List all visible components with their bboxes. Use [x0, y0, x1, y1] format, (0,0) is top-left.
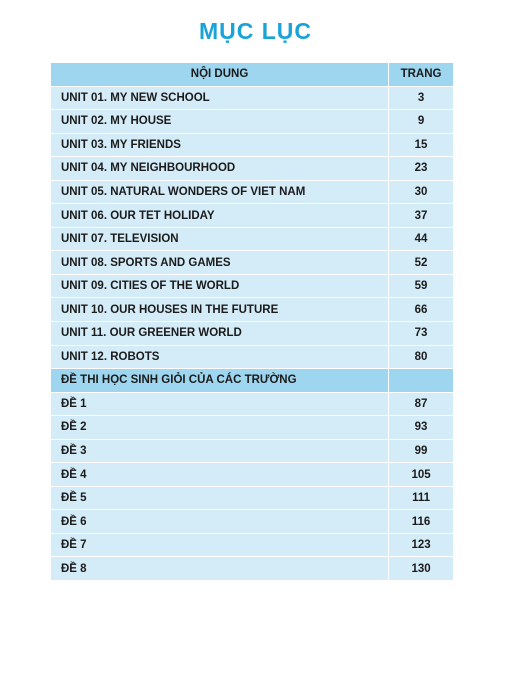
row-page: 111 [389, 486, 454, 510]
row-page: 66 [389, 298, 454, 322]
row-page: 130 [389, 557, 454, 581]
row-content: UNIT 07. TELEVISION [51, 227, 389, 251]
table-row [51, 157, 454, 181]
row-page: 37 [389, 204, 454, 228]
row-page: 15 [389, 133, 454, 157]
table-row [51, 110, 454, 134]
table-header-row [51, 63, 454, 87]
row-page: 123 [389, 533, 454, 557]
row-content: UNIT 04. MY NEIGHBOURHOOD [51, 157, 389, 181]
row-page: 52 [389, 251, 454, 275]
table-row [51, 439, 454, 463]
row-content: ĐỀ 2 [51, 416, 389, 440]
row-content: UNIT 08. SPORTS AND GAMES [51, 251, 389, 275]
row-page: 105 [389, 463, 454, 487]
row-content: UNIT 01. MY NEW SCHOOL [51, 86, 389, 110]
row-content: UNIT 11. OUR GREENER WORLD [51, 322, 389, 346]
row-content: ĐỀ 6 [51, 510, 389, 534]
section-title: ĐỀ THI HỌC SINH GIỎI CỦA CÁC TRƯỜNG [51, 369, 389, 393]
row-content: ĐỀ 3 [51, 439, 389, 463]
table-row [51, 274, 454, 298]
table-of-contents [50, 62, 454, 581]
row-content: ĐỀ 1 [51, 392, 389, 416]
row-page: 3 [389, 86, 454, 110]
row-page: 73 [389, 322, 454, 346]
row-content: ĐỀ 7 [51, 533, 389, 557]
row-content: UNIT 09. CITIES OF THE WORLD [51, 274, 389, 298]
table-row [51, 533, 454, 557]
row-page: 9 [389, 110, 454, 134]
table-row [51, 86, 454, 110]
row-content: UNIT 10. OUR HOUSES IN THE FUTURE [51, 298, 389, 322]
table-row [51, 180, 454, 204]
row-page: 59 [389, 274, 454, 298]
table-row [51, 486, 454, 510]
row-page: 30 [389, 180, 454, 204]
table-row [51, 204, 454, 228]
row-page: 87 [389, 392, 454, 416]
section-page [389, 369, 454, 393]
row-page: 93 [389, 416, 454, 440]
row-page: 116 [389, 510, 454, 534]
row-content: UNIT 05. NATURAL WONDERS OF VIET NAM [51, 180, 389, 204]
table-row [51, 322, 454, 346]
table-row [51, 392, 454, 416]
table-row [51, 298, 454, 322]
page-title: MỤC LỤC [198, 18, 313, 44]
header-page: TRANG [389, 63, 454, 87]
row-content: ĐỀ 5 [51, 486, 389, 510]
table-row [51, 557, 454, 581]
section-header-row [51, 369, 454, 393]
row-content: UNIT 06. OUR TET HOLIDAY [51, 204, 389, 228]
row-page: 23 [389, 157, 454, 181]
row-page: 44 [389, 227, 454, 251]
header-content: NỘI DUNG [51, 63, 389, 87]
table-row [51, 345, 454, 369]
table-row [51, 510, 454, 534]
row-content: ĐỀ 4 [51, 463, 389, 487]
row-content: UNIT 12. ROBOTS [51, 345, 389, 369]
row-content: ĐỀ 8 [51, 557, 389, 581]
table-row [51, 133, 454, 157]
table-row [51, 463, 454, 487]
row-page: 80 [389, 345, 454, 369]
table-row [51, 251, 454, 275]
row-page: 99 [389, 439, 454, 463]
table-row [51, 227, 454, 251]
row-content: UNIT 03. MY FRIENDS [51, 133, 389, 157]
row-content: UNIT 02. MY HOUSE [51, 110, 389, 134]
table-row [51, 416, 454, 440]
